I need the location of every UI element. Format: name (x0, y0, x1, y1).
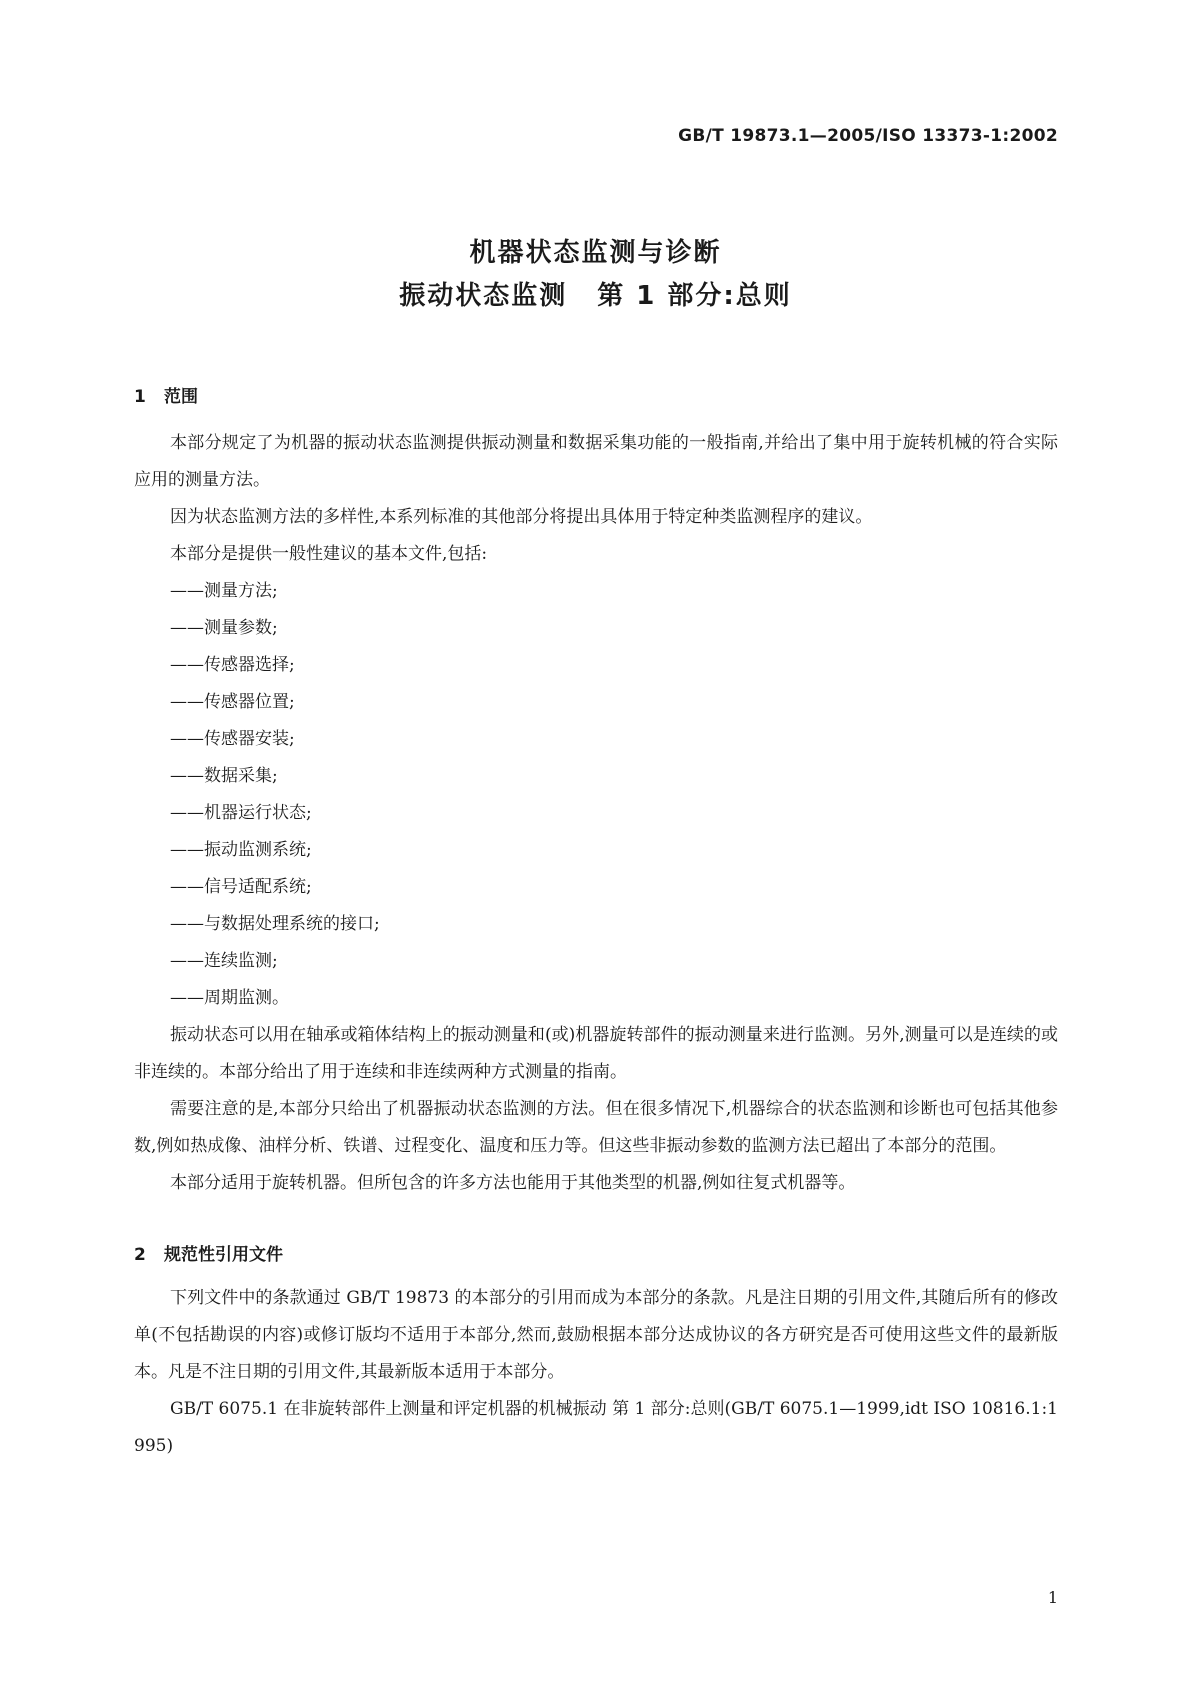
list-item: ——机器运行状态; (170, 803, 312, 823)
section-2-title: 规范性引用文件 (164, 1245, 283, 1265)
paragraph: 振动状态可以用在轴承或箱体结构上的振动测量和(或)机器旋转部件的振动测量来进行监测。另外,测量可以是连续的或非连续的。本部分给出了用于连续和非连续两种方式测量的指南。 (134, 1025, 1058, 1082)
section-1-number: 1 (134, 387, 146, 407)
paragraph: 需要注意的是,本部分只给出了机器振动状态监测的方法。但在很多情况下,机器综合的状态监测和诊断也可包括其他参数,例如热成像、油样分析、铁谱、过程变化、温度和压力等。但这些非振动参数的监测方法已超出了本部分的范围。 (134, 1099, 1058, 1156)
reference-entry: GB/T 6075.1 在非旋转部件上测量和评定机器的机械振动 第 1 部分:总则(GB/T 6075.1—1999,idt ISO 10816.1:1995) (134, 1399, 1058, 1456)
list-item: ——传感器位置; (170, 692, 295, 712)
list-item: ——信号适配系统; (170, 877, 312, 897)
section-1-heading (134, 382, 198, 407)
document-title-line-1: 机器状态监测与诊断 (469, 238, 722, 268)
title-part-b: 第 1 部分:总则 (597, 281, 792, 311)
list-item: ——测量方法; (170, 581, 278, 601)
paragraph: 下列文件中的条款通过 GB/T 19873 的本部分的引用而成为本部分的条款。凡是注日期的引用文件,其随后所有的修改单(不包括勘误的内容)或修订版均不适用于本部分,然而,鼓励根据本部分达成协议的各方研究是否可使用这些文件的最新版本。凡是不注日期的引用文件,其最新版本适用于本部分。 (134, 1288, 1058, 1382)
list-item: ——周期监测。 (170, 988, 289, 1008)
list-item: ——传感器安装; (170, 729, 295, 749)
section-1-body (134, 425, 1058, 1202)
title-part-a: 振动状态监测 (399, 281, 568, 311)
document-title-line-2 (0, 275, 1191, 312)
section-1-title: 范围 (164, 387, 198, 407)
list-item: ——数据采集; (170, 766, 278, 786)
list-item: ——连续监测; (170, 951, 278, 971)
section-2-body (134, 1280, 1058, 1465)
list-item: ——与数据处理系统的接口; (170, 914, 380, 934)
section-2-heading (134, 1240, 283, 1265)
standard-number: GB/T 19873.1—2005/ISO 13373-1:2002 (678, 126, 1058, 146)
paragraph: 本部分规定了为机器的振动状态监测提供振动测量和数据采集功能的一般指南,并给出了集中用于旋转机械的符合实际应用的测量方法。 (134, 433, 1058, 490)
page-number: 1 (1047, 1588, 1058, 1607)
list-item: ——测量参数; (170, 618, 278, 638)
paragraph: 因为状态监测方法的多样性,本系列标准的其他部分将提出具体用于特定种类监测程序的建议。 (170, 507, 873, 527)
paragraph: 本部分适用于旋转机器。但所包含的许多方法也能用于其他类型的机器,例如往复式机器等。 (170, 1173, 856, 1193)
list-item: ——传感器选择; (170, 655, 295, 675)
section-2-number: 2 (134, 1245, 146, 1265)
paragraph: 本部分是提供一般性建议的基本文件,包括: (170, 544, 488, 564)
list-item: ——振动监测系统; (170, 840, 312, 860)
